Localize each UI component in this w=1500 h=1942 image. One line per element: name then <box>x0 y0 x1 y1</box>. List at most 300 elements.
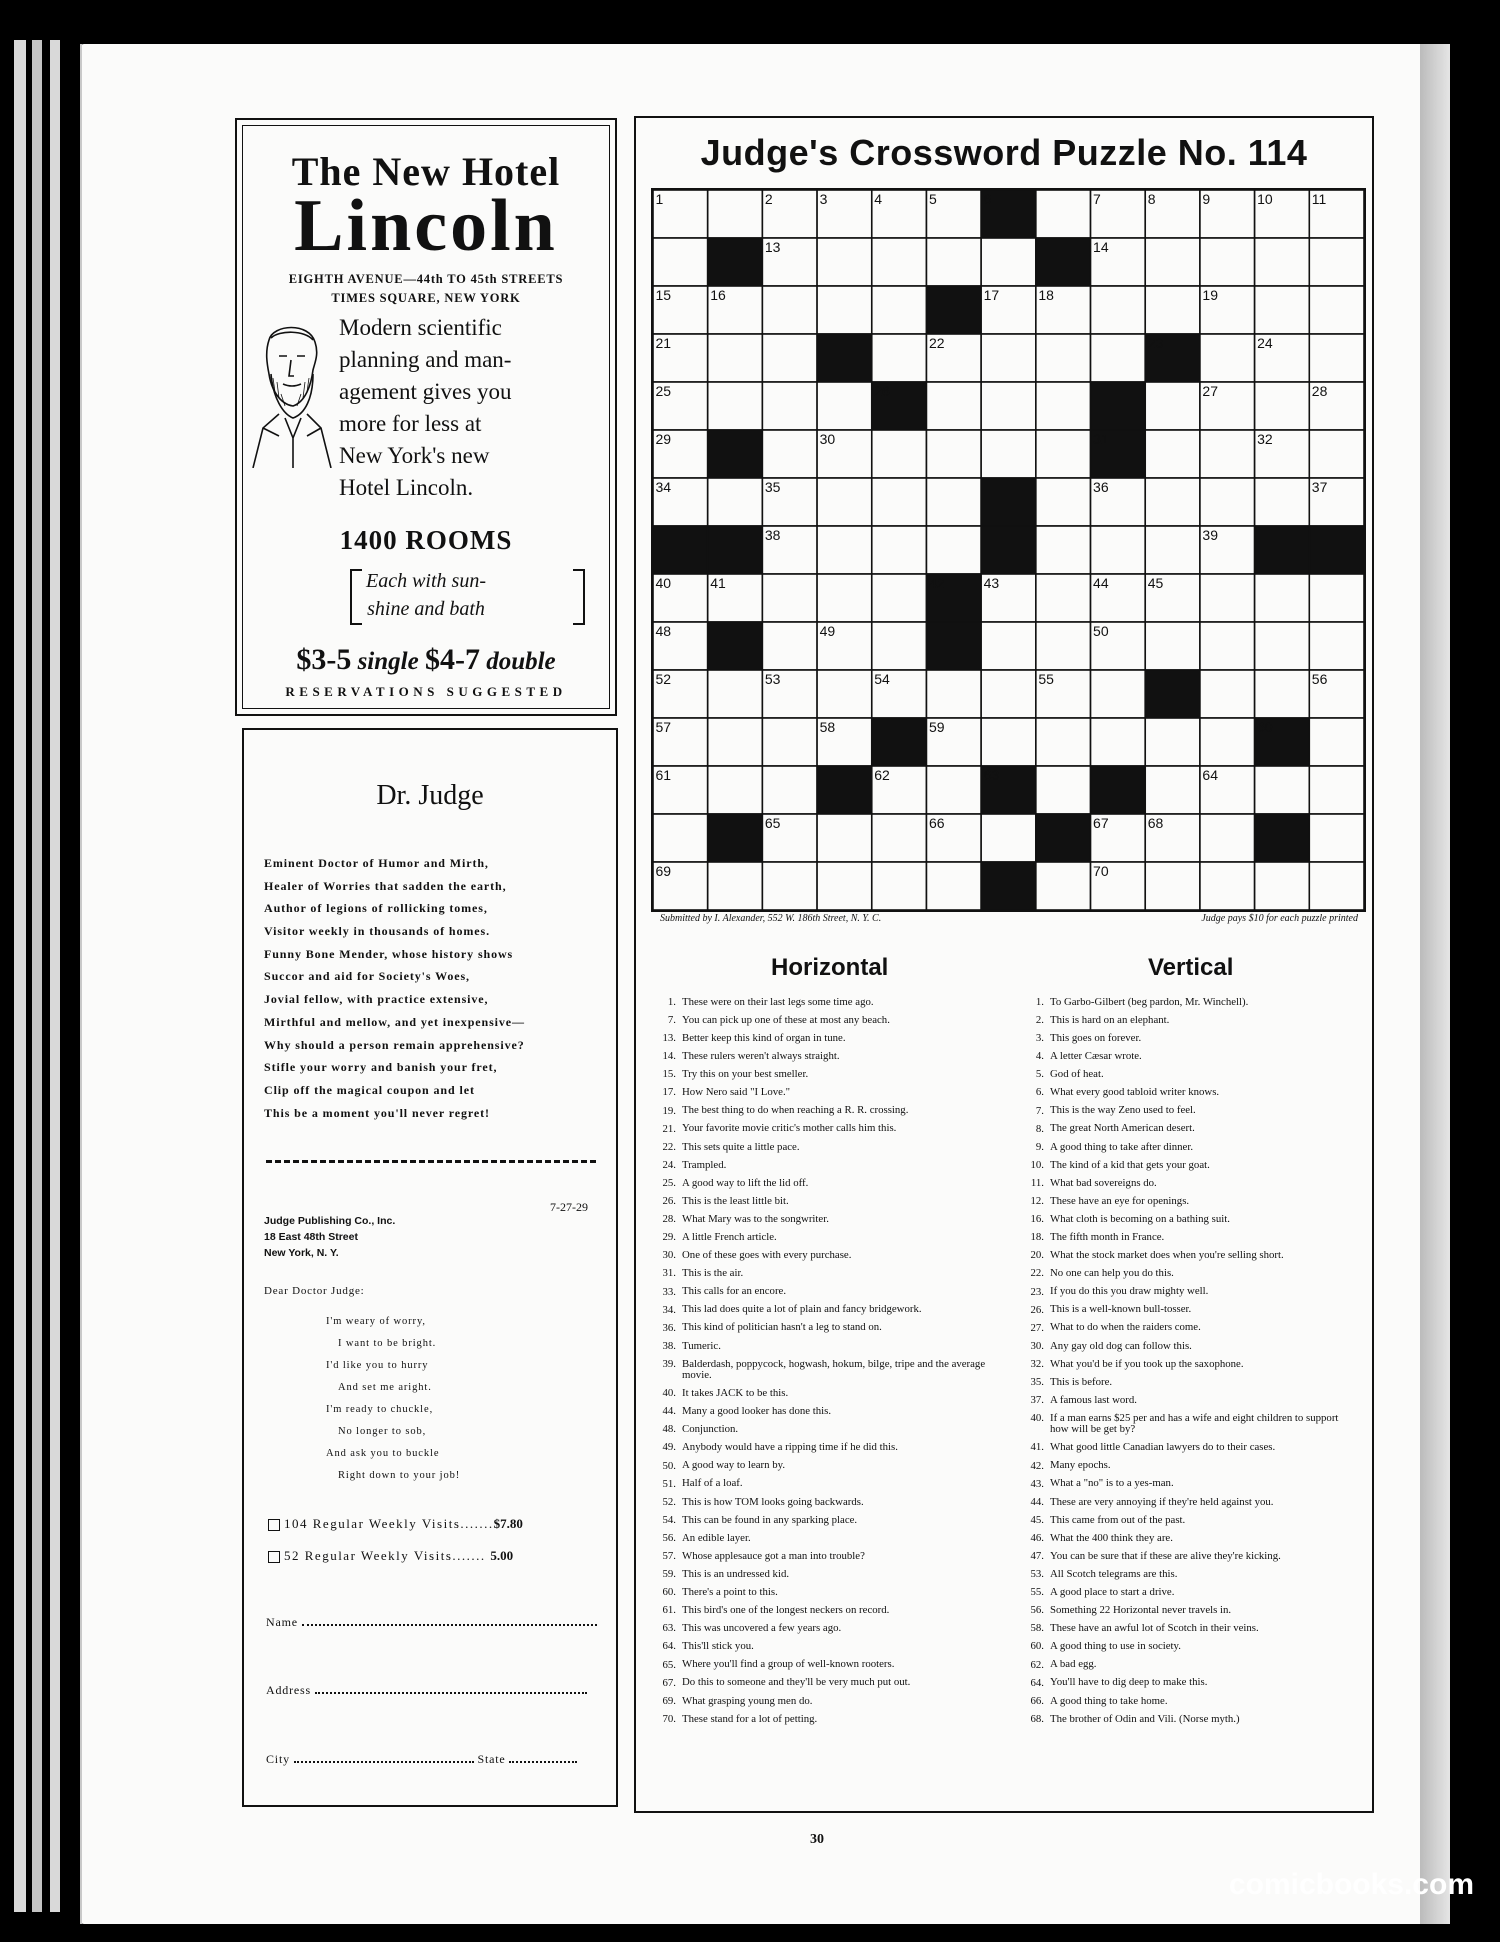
cell-number: 61 <box>655 767 672 783</box>
grid-cell[interactable] <box>1200 862 1255 910</box>
black-square <box>708 238 763 286</box>
name-line[interactable] <box>302 1624 597 1626</box>
clue-number: 8. <box>1035 1122 1044 1135</box>
grid-cell[interactable] <box>762 382 817 430</box>
horizontal-clue <box>646 1656 986 1674</box>
grid-cell[interactable] <box>762 334 817 382</box>
cell-number: 26 <box>874 383 890 399</box>
city-label: City <box>266 1752 290 1766</box>
grid-cell[interactable] <box>1145 766 1200 814</box>
grid-cell[interactable] <box>1309 814 1364 862</box>
horizontal-clue <box>646 1355 986 1384</box>
grid-cell[interactable] <box>1255 622 1310 670</box>
clue-number: 14. <box>662 1050 676 1063</box>
grid-cell[interactable] <box>981 382 1036 430</box>
cell-number: 36 <box>1093 479 1109 495</box>
grid-cell[interactable] <box>1200 574 1255 622</box>
grid-cell[interactable] <box>1200 670 1255 718</box>
grid-cell[interactable] <box>762 574 817 622</box>
grid-cell[interactable] <box>708 190 763 238</box>
grid-cell[interactable] <box>817 286 872 334</box>
cell-number: 27 <box>1202 383 1219 399</box>
address-label: Address <box>266 1683 311 1697</box>
cell-number: 34 <box>655 479 672 495</box>
vertical-clue <box>1014 1156 1354 1174</box>
grid-cell[interactable] <box>1036 718 1091 766</box>
grid-cell[interactable] <box>981 814 1036 862</box>
cell-number: 59 <box>928 719 945 735</box>
clue-text: To Garbo-Gilbert (beg pardon, Mr. Winchell). <box>1050 995 1249 1008</box>
grid-cell[interactable] <box>762 862 817 910</box>
cell-number: 70 <box>1093 863 1109 879</box>
vertical-clue <box>1014 1138 1354 1156</box>
grid-cell[interactable] <box>872 526 927 574</box>
clue-number: 27. <box>1030 1321 1044 1334</box>
clue-number: 40. <box>662 1387 676 1400</box>
grid-cell[interactable] <box>1036 334 1091 382</box>
vertical-clue <box>1014 1083 1354 1101</box>
clue-text: Any gay old dog can follow this. <box>1050 1339 1192 1352</box>
clue-number: 51. <box>662 1477 676 1490</box>
grid-cell[interactable] <box>708 478 763 526</box>
grid-cell[interactable] <box>1309 286 1364 334</box>
clue-number: 43. <box>1030 1477 1044 1490</box>
clue-text: If you do this you draw mighty well. <box>1050 1285 1209 1298</box>
clue-text: What a "no" is to a yes-man. <box>1050 1477 1174 1490</box>
grid-cell[interactable] <box>1309 862 1364 910</box>
cell-number: 14 <box>1093 239 1109 255</box>
option-price: $7.80 <box>493 1516 523 1531</box>
letter-line: Right down to your job! <box>338 1470 461 1481</box>
black-square <box>708 526 763 574</box>
grid-cell[interactable] <box>1036 574 1091 622</box>
grid-cell[interactable] <box>1200 814 1255 862</box>
vertical-clue <box>1014 1047 1354 1065</box>
ad-reservations: RESERVATIONS SUGGESTED <box>285 684 567 699</box>
clue-text: Do this to someone and they'll be very much put out. <box>682 1676 911 1689</box>
vertical-clue <box>1014 1301 1354 1319</box>
grid-cell[interactable] <box>708 382 763 430</box>
clue-text: Many epochs. <box>1050 1459 1111 1472</box>
cell-number: 5 <box>928 191 937 207</box>
grid-cell[interactable] <box>926 766 981 814</box>
cell-number: 63 <box>983 767 1000 783</box>
ad-sunshine-line-2: shine and bath <box>367 598 485 620</box>
ad-title-top: The New Hotel <box>291 149 561 194</box>
state-line[interactable] <box>509 1761 577 1763</box>
grid-cell[interactable] <box>653 814 708 862</box>
clue-number: 69. <box>662 1694 676 1707</box>
name-field[interactable] <box>266 1615 597 1630</box>
clue-number: 56. <box>1030 1604 1044 1617</box>
grid-cell[interactable] <box>1309 766 1364 814</box>
horizontal-clue <box>646 1438 986 1456</box>
vertical-clue <box>1014 1511 1354 1529</box>
state-label: State <box>477 1752 506 1766</box>
ad-title-main: Lincoln <box>294 185 558 267</box>
black-square <box>708 814 763 862</box>
option-52-visits[interactable] <box>268 1548 513 1564</box>
horizontal-clue <box>646 1047 986 1065</box>
clue-number: 68. <box>1030 1712 1044 1725</box>
clue-number: 36. <box>662 1321 676 1334</box>
clue-text: You can be sure that if these are alive they're kicking. <box>1050 1549 1281 1562</box>
grid-cell[interactable] <box>1145 382 1200 430</box>
cell-number: 24 <box>1257 335 1273 351</box>
clue-text: This calls for an encore. <box>682 1285 787 1298</box>
grid-cell[interactable] <box>1255 382 1310 430</box>
grid-cell[interactable] <box>1145 238 1200 286</box>
clue-number: 50. <box>662 1459 676 1472</box>
horizontal-clue <box>646 1710 986 1728</box>
grid-cell[interactable] <box>1309 622 1364 670</box>
grid-cell[interactable] <box>981 718 1036 766</box>
option-price: 5.00 <box>490 1548 514 1563</box>
vertical-clue <box>1014 1337 1354 1355</box>
horizontal-clue <box>646 1619 986 1637</box>
clue-text: These have an awful lot of Scotch in their veins. <box>1050 1622 1259 1635</box>
grid-cell[interactable] <box>981 670 1036 718</box>
ad-sunshine-line-1: Each with sun- <box>366 570 486 592</box>
book-edge-1 <box>14 40 26 1912</box>
poem-line: Eminent Doctor of Humor and Mirth, <box>264 856 489 870</box>
cell-number: 42 <box>928 575 945 591</box>
letter-line: I'd like you to hurry <box>326 1360 429 1371</box>
cell-number: 49 <box>819 623 836 639</box>
grid-cell[interactable] <box>872 622 927 670</box>
cell-number: 57 <box>655 719 672 735</box>
grid-cell[interactable] <box>1091 670 1146 718</box>
cell-number: 9 <box>1202 191 1211 207</box>
clue-number: 9. <box>1035 1140 1044 1153</box>
letter-line: No longer to sob, <box>338 1426 427 1437</box>
poem-line: Author of legions of rollicking tomes, <box>264 901 488 916</box>
grid-cell[interactable] <box>1091 286 1146 334</box>
vertical-clues <box>1014 993 1354 1728</box>
grid-cell[interactable] <box>1309 430 1364 478</box>
grid-cell[interactable] <box>872 238 927 286</box>
clue-text: A bad egg. <box>1050 1658 1097 1671</box>
grid-cell[interactable] <box>1145 526 1200 574</box>
grid-cell[interactable] <box>872 814 927 862</box>
grid-cell[interactable] <box>1145 430 1200 478</box>
grid-cell[interactable] <box>1036 478 1091 526</box>
clue-number: 44. <box>662 1405 676 1418</box>
cell-number: 50 <box>1093 623 1109 639</box>
grid-cell[interactable] <box>1200 622 1255 670</box>
grid-cell[interactable] <box>817 574 872 622</box>
city-state-field[interactable] <box>266 1752 577 1767</box>
grid-cell[interactable] <box>872 430 927 478</box>
grid-cell[interactable] <box>1036 382 1091 430</box>
vertical-clue <box>1014 1319 1354 1337</box>
ad-rates <box>247 643 605 677</box>
letter-line: I'm ready to chuckle, <box>326 1404 434 1415</box>
black-square <box>1255 526 1310 574</box>
clue-text: Whose applesauce got a man into trouble? <box>682 1549 865 1562</box>
address-line[interactable] <box>315 1692 587 1694</box>
horizontal-clue <box>646 1674 986 1692</box>
clue-number: 26. <box>662 1195 676 1208</box>
vertical-clue <box>1014 1246 1354 1264</box>
horizontal-clue <box>646 1420 986 1438</box>
black-square <box>1255 814 1310 862</box>
clue-text: A good place to start a drive. <box>1050 1586 1175 1598</box>
grid-cell[interactable] <box>817 862 872 910</box>
grid-cell[interactable] <box>981 622 1036 670</box>
poem-line: Succor and aid for Society's Woes, <box>264 969 470 984</box>
vertical-clue <box>1014 1529 1354 1547</box>
clue-number: 37. <box>1030 1394 1044 1407</box>
clue-text: This bird's one of the longest neckers on record. <box>682 1604 890 1617</box>
clue-text: This can be found in any sparking place. <box>682 1513 858 1526</box>
clue-number: 10. <box>1030 1158 1044 1171</box>
grid-cell[interactable] <box>1036 190 1091 238</box>
dr-judge-ad <box>242 728 618 1807</box>
cell-number: 2 <box>764 191 773 207</box>
page-gutter <box>80 44 82 1924</box>
grid-cell[interactable] <box>762 718 817 766</box>
grid-cell[interactable] <box>762 766 817 814</box>
grid-cell[interactable] <box>1145 622 1200 670</box>
black-square <box>981 478 1036 526</box>
grid-cell[interactable] <box>872 286 927 334</box>
clue-number: 25. <box>662 1176 676 1189</box>
vertical-clue <box>1014 1547 1354 1565</box>
vertical-clue <box>1014 1619 1354 1637</box>
cell-number: 1 <box>655 191 664 207</box>
horizontal-clue <box>646 1264 986 1282</box>
grid-cell[interactable] <box>926 430 981 478</box>
vertical-clue <box>1014 1102 1354 1120</box>
grid-cell[interactable] <box>1091 526 1146 574</box>
grid-cell[interactable] <box>1255 574 1310 622</box>
black-square <box>1036 238 1091 286</box>
clue-number: 47. <box>1030 1550 1044 1563</box>
grid-cell[interactable] <box>1036 862 1091 910</box>
grid-cell[interactable] <box>926 862 981 910</box>
cell-number: 13 <box>764 239 781 255</box>
grid-cell[interactable] <box>1036 430 1091 478</box>
grid-cell[interactable] <box>817 526 872 574</box>
black-square <box>872 718 927 766</box>
clue-number: 19. <box>662 1104 676 1117</box>
vertical-clue <box>1014 1174 1354 1192</box>
vertical-clue <box>1014 1692 1354 1710</box>
grid-cell[interactable] <box>762 286 817 334</box>
vertical-clue <box>1014 1120 1354 1138</box>
cell-number: 19 <box>1202 287 1219 303</box>
horizontal-clue <box>646 1402 986 1420</box>
horizontal-clue <box>646 1337 986 1355</box>
ad-body-line: Hotel Lincoln. <box>339 475 474 500</box>
horizontal-clue <box>646 1083 986 1101</box>
clue-text: A good thing to use in society. <box>1050 1640 1181 1653</box>
clue-number: 30. <box>1030 1339 1044 1352</box>
grid-cell[interactable] <box>1145 718 1200 766</box>
clue-number: 39. <box>662 1357 676 1370</box>
grid-cell[interactable] <box>708 718 763 766</box>
option-104-visits[interactable] <box>268 1516 523 1532</box>
clue-text: This is how TOM looks going backwards. <box>682 1495 864 1508</box>
clue-text: What you'd be if you took up the saxophone. <box>1050 1357 1244 1370</box>
poem-line: Why should a person remain apprehensive? <box>264 1037 525 1052</box>
letter-line: And ask you to buckle <box>326 1448 440 1459</box>
grid-cell[interactable] <box>872 334 927 382</box>
grid-cell[interactable] <box>926 478 981 526</box>
clue-number: 49. <box>662 1441 676 1454</box>
grid-cell[interactable] <box>1255 286 1310 334</box>
horizontal-clue <box>646 1174 986 1192</box>
grid-cell[interactable] <box>1255 478 1310 526</box>
grid-cell[interactable] <box>1036 526 1091 574</box>
ad-body <box>339 312 559 504</box>
clue-text: A little French article. <box>682 1231 777 1244</box>
horizontal-clue <box>646 1547 986 1565</box>
grid-cell[interactable] <box>708 766 763 814</box>
clue-number: 45. <box>1030 1513 1044 1526</box>
cell-number: 28 <box>1311 383 1328 399</box>
clue-text: How Nero said "I Love." <box>682 1086 791 1099</box>
grid-cell[interactable] <box>1200 478 1255 526</box>
vertical-clue <box>1014 1710 1354 1728</box>
cell-number: 45 <box>1147 575 1164 591</box>
clue-text: What good little Canadian lawyers do to their cases. <box>1050 1441 1276 1454</box>
grid-cell[interactable] <box>1091 334 1146 382</box>
cell-number: 7 <box>1093 191 1101 207</box>
clue-text: Trampled. <box>682 1158 727 1171</box>
grid-cell[interactable] <box>817 814 872 862</box>
grid-cell[interactable] <box>926 238 981 286</box>
grid-cell[interactable] <box>1200 430 1255 478</box>
clue-text: The fifth month in France. <box>1050 1231 1165 1244</box>
cell-number: 35 <box>764 479 781 495</box>
clue-number: 42. <box>1030 1459 1044 1472</box>
horizontal-heading: Horizontal <box>771 954 889 981</box>
clue-number: 60. <box>1030 1640 1044 1653</box>
grid-cell[interactable] <box>817 238 872 286</box>
watermark: comicbooks.com <box>1228 1868 1474 1901</box>
clue-number: 62. <box>1030 1658 1044 1671</box>
grid-cell[interactable] <box>872 862 927 910</box>
clue-text: This is a well-known bull-tosser. <box>1050 1303 1192 1316</box>
address-field[interactable] <box>266 1683 587 1698</box>
grid-cell[interactable] <box>981 334 1036 382</box>
clue-number: 3. <box>1035 1032 1044 1045</box>
clue-number: 59. <box>662 1568 676 1581</box>
clue-text: This is the least little bit. <box>682 1194 789 1207</box>
clue-number: 33. <box>662 1285 676 1298</box>
grid-cell[interactable] <box>708 862 763 910</box>
ad-address-line-2: TIMES SQUARE, NEW YORK <box>331 291 521 305</box>
grid-cell[interactable] <box>708 334 763 382</box>
grid-cell[interactable] <box>1255 766 1310 814</box>
grid-cell[interactable] <box>1036 622 1091 670</box>
grid-cell[interactable] <box>1309 718 1364 766</box>
clue-number: 26. <box>1030 1303 1044 1316</box>
publisher-line: 18 East 48th Street <box>264 1231 358 1243</box>
name-label: Name <box>266 1615 298 1629</box>
clue-number: 52. <box>662 1495 676 1508</box>
city-line[interactable] <box>294 1761 474 1763</box>
grid-cell[interactable] <box>1145 478 1200 526</box>
grid-cell[interactable] <box>1255 238 1310 286</box>
checkbox-icon[interactable] <box>268 1551 280 1563</box>
cell-number: 56 <box>1311 671 1328 687</box>
horizontal-clue <box>646 1692 986 1710</box>
clue-text: A good thing to take after dinner. <box>1050 1140 1194 1153</box>
grid-cell[interactable] <box>653 238 708 286</box>
grid-cell[interactable] <box>762 622 817 670</box>
grid-cell[interactable] <box>1200 238 1255 286</box>
grid-cell[interactable] <box>708 670 763 718</box>
clue-number: 61. <box>662 1604 676 1617</box>
grid-cell[interactable] <box>872 574 927 622</box>
cell-number: 31 <box>1093 431 1109 447</box>
cell-number: 53 <box>764 671 781 687</box>
vertical-clue <box>1014 1355 1354 1373</box>
horizontal-clue <box>646 1493 986 1511</box>
clue-number: 5. <box>1035 1068 1044 1081</box>
grid-cell[interactable] <box>1145 286 1200 334</box>
cell-number: 39 <box>1202 527 1219 543</box>
checkbox-icon[interactable] <box>268 1519 280 1531</box>
grid-cell[interactable] <box>1200 334 1255 382</box>
grid-cell[interactable] <box>926 526 981 574</box>
clue-number: 60. <box>662 1586 676 1599</box>
clue-number: 23. <box>1030 1285 1044 1298</box>
grid-cell[interactable] <box>762 430 817 478</box>
cell-number: 44 <box>1093 575 1109 591</box>
grid-cell[interactable] <box>926 670 981 718</box>
coupon-cut-line <box>266 1160 596 1163</box>
cell-number: 60 <box>1257 719 1273 735</box>
grid-cell[interactable] <box>981 238 1036 286</box>
cell-number: 4 <box>874 191 883 207</box>
horizontal-clue <box>646 1475 986 1493</box>
grid-cell[interactable] <box>1091 718 1146 766</box>
grid-cell[interactable] <box>1255 862 1310 910</box>
vertical-clue <box>1014 1264 1354 1282</box>
clue-text: What cloth is becoming on a bathing suit. <box>1050 1212 1230 1225</box>
grid-cell[interactable] <box>1309 334 1364 382</box>
grid-cell[interactable] <box>1309 238 1364 286</box>
grid-cell[interactable] <box>981 430 1036 478</box>
grid-cell[interactable] <box>1255 670 1310 718</box>
grid-cell[interactable] <box>817 478 872 526</box>
letter-line: I want to be bright. <box>338 1338 437 1349</box>
vertical-clue <box>1014 1674 1354 1692</box>
grid-cell[interactable] <box>1145 862 1200 910</box>
horizontal-clue <box>646 1601 986 1619</box>
clue-text: Half of a loaf. <box>682 1477 743 1490</box>
grid-cell[interactable] <box>817 382 872 430</box>
grid-cell[interactable] <box>872 478 927 526</box>
cell-number: 10 <box>1257 191 1273 207</box>
grid-cell[interactable] <box>1309 574 1364 622</box>
black-square <box>1091 382 1146 430</box>
grid-cell[interactable] <box>1200 718 1255 766</box>
clue-number: 6. <box>1035 1086 1044 1099</box>
crossword-grid-svg <box>653 190 1364 910</box>
grid-cell[interactable] <box>817 670 872 718</box>
cell-number: 15 <box>655 287 672 303</box>
grid-cell[interactable] <box>926 382 981 430</box>
horizontal-clue <box>646 1529 986 1547</box>
clue-text: This came from out of the past. <box>1050 1513 1186 1526</box>
grid-cell[interactable] <box>1036 766 1091 814</box>
clue-text: A good way to learn by. <box>682 1459 786 1472</box>
